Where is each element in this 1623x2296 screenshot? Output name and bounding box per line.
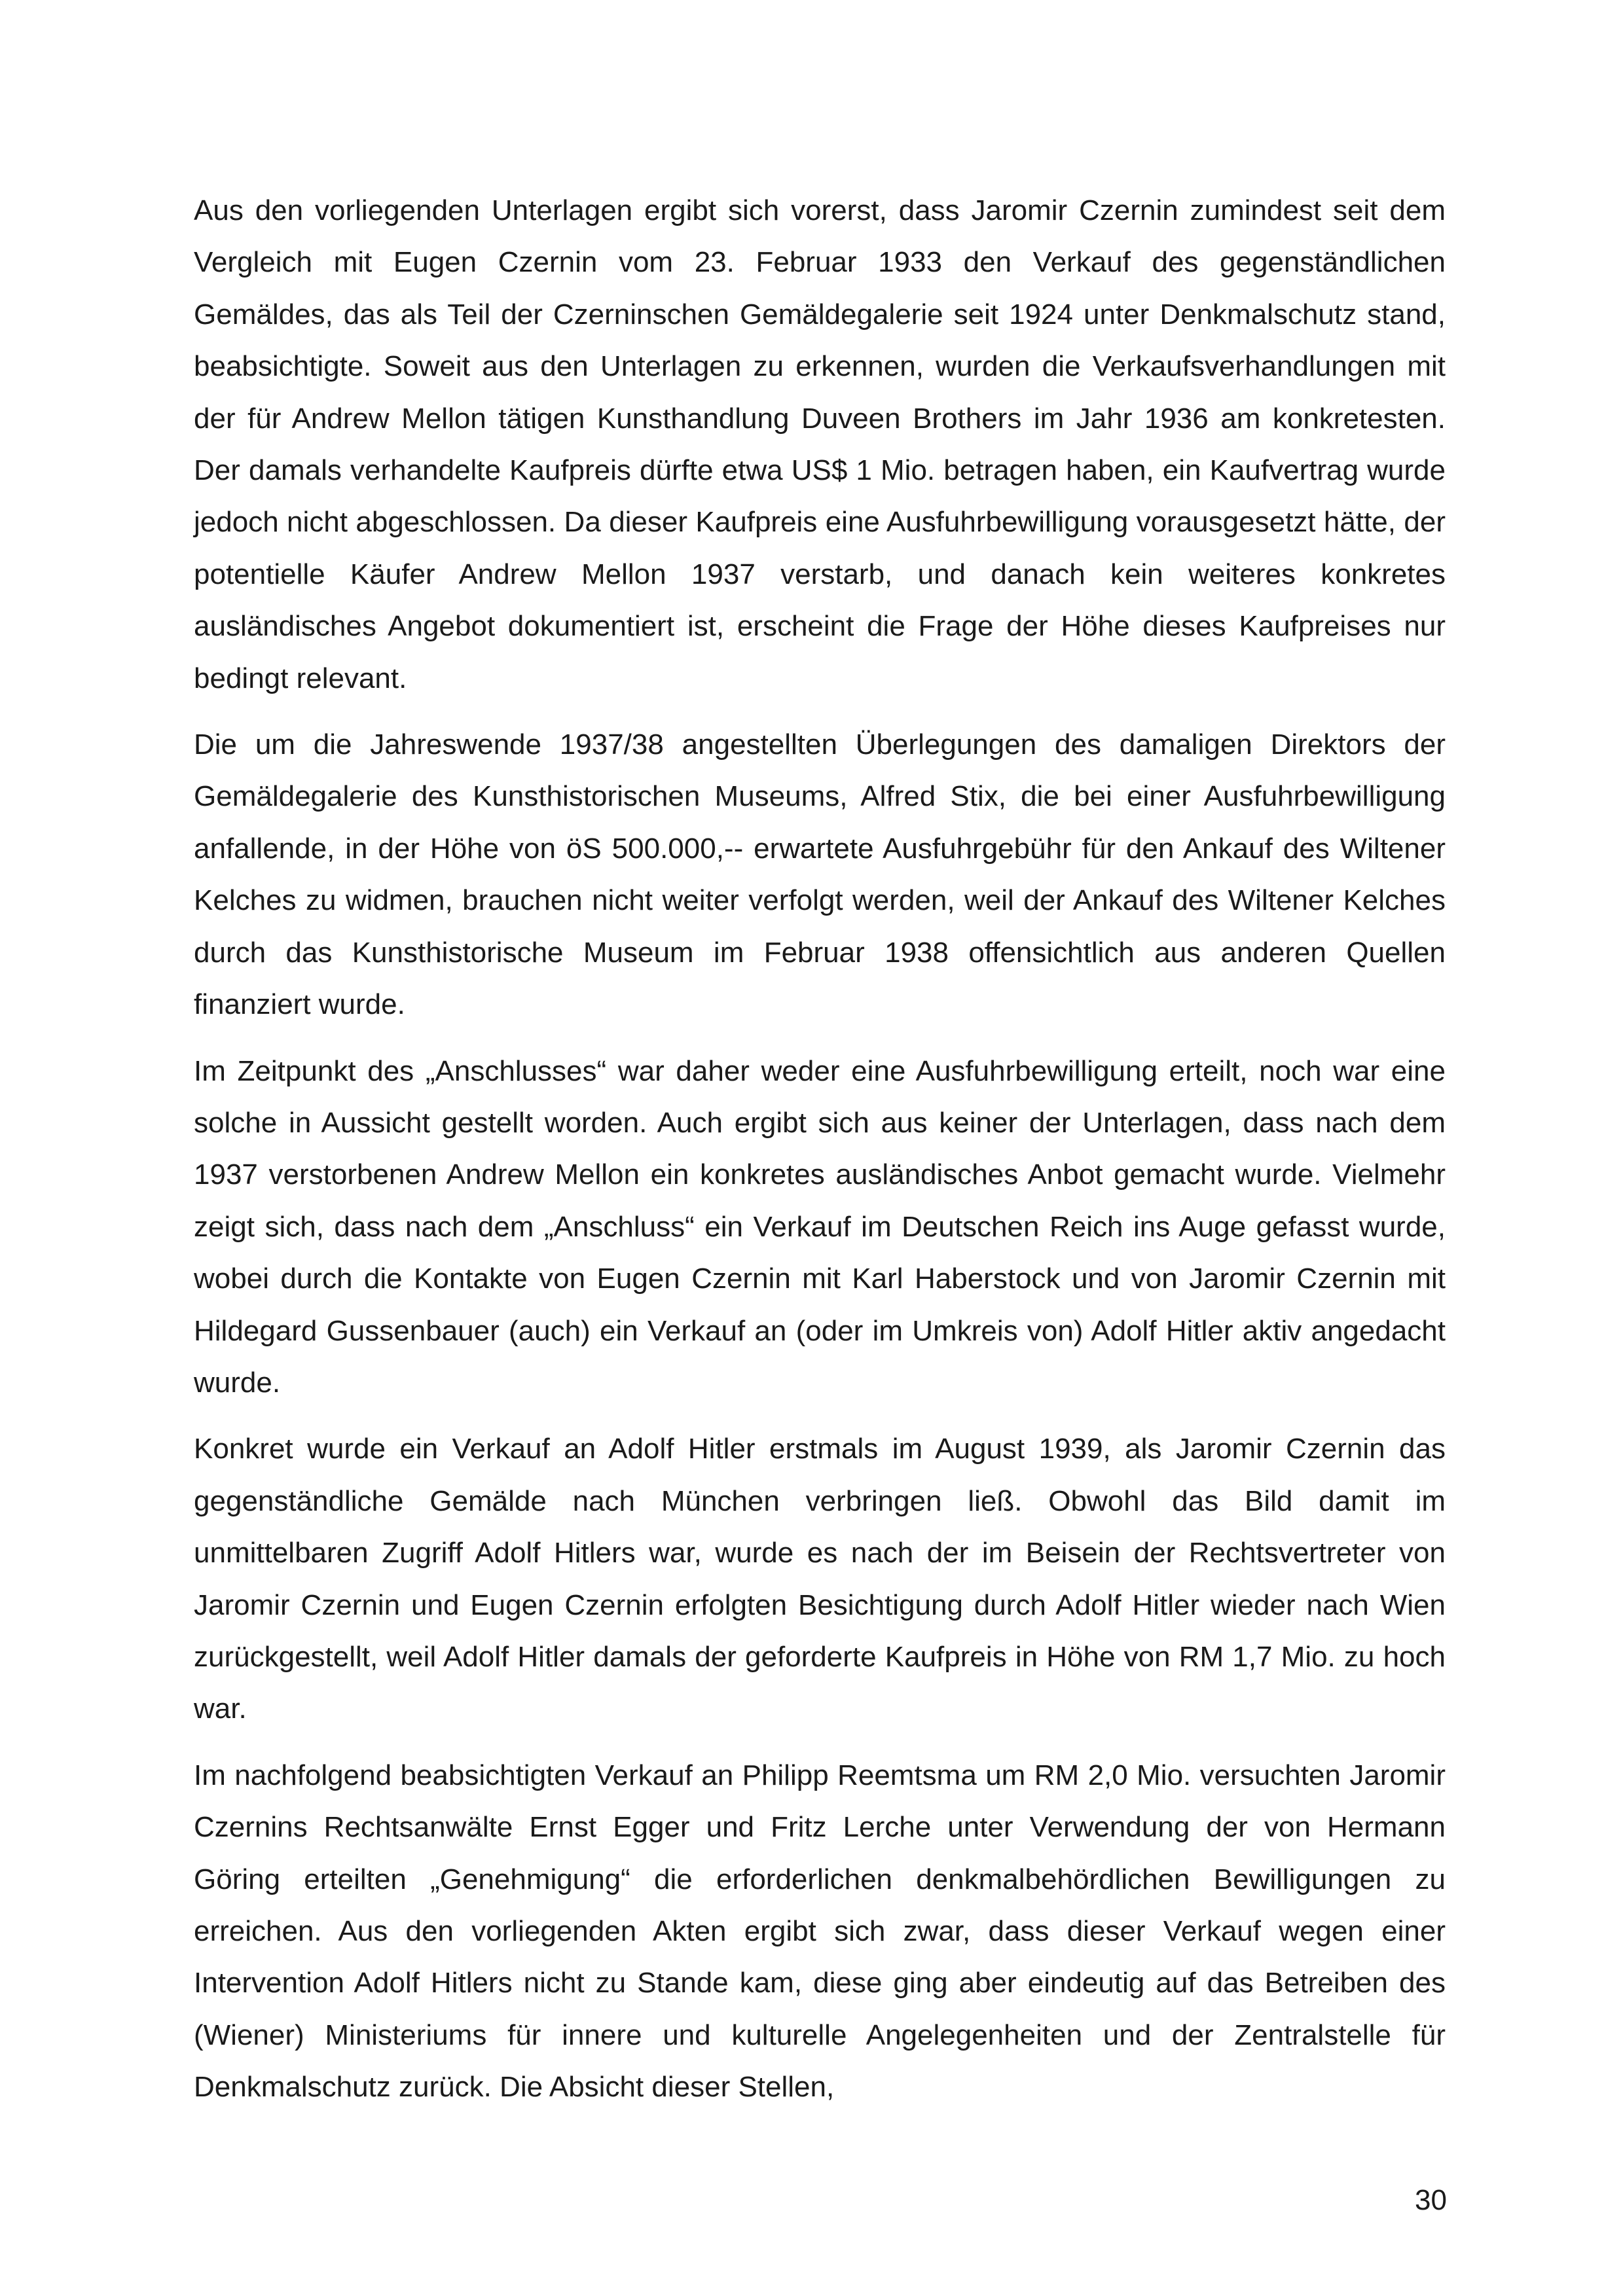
paragraph-3: Im Zeitpunkt des „Anschlusses“ war daher weder eine Ausfuhrbewilligung erteilt, noch war eine solche in Aussicht gestellt worden. Auch ergibt sich aus keiner der Unterlagen, dass nach dem 1937 verstorbenen Andrew Mellon ein konkretes ausländisches Anbot gemacht wurde. Vielmehr zeigt sich, dass nach dem „Anschluss“ ein Verkauf im Deutschen Reich ins Auge gefasst wurde, wobei durch die Kontakte von Eugen Czernin mit Karl Haberstock und von Jaromir Czernin mit Hildegard Gussenbauer (auch) ein Verkauf an (oder im Umkreis von) Adolf Hitler aktiv angedacht wurde. [194, 1054, 1446, 1399]
page-number: 30 [1415, 2184, 1447, 2216]
paragraph-2: Die um die Jahreswende 1937/38 angestellten Überlegungen des damaligen Direktors der Gemäldegalerie des Kunsthistorischen Museums, Alfred Stix, die bei einer Ausfuhrbewilligung anfallende, in der Höhe von öS 500.000,-- erwartete Ausfuhrgebühr für den Ankauf des Wiltener Kelches zu widmen, brauchen nicht weiter verfolgt werden, weil der Ankauf des Wiltener Kelches durch das Kunsthistorische Museum im Februar 1938 offensichtlich aus anderen Quellen finanziert wurde. [194, 728, 1446, 1021]
paragraph-1: Aus den vorliegenden Unterlagen ergibt sich vorerst, dass Jaromir Czernin zumindest seit dem Vergleich mit Eugen Czernin vom 23. Februar 1933 den Verkauf des gegenständlichen Gemäldes, das als Teil der Czerninschen Gemäldegalerie seit 1924 unter Denkmalschutz stand, beabsichtigte. Soweit aus den Unterlagen zu erkennen, wurden die Verkaufsverhandlungen mit der für Andrew Mellon tätigen Kunsthandlung Duveen Brothers im Jahr 1936 am konkretesten. Der damals verhandelte Kaufpreis dürfte etwa US$ 1 Mio. betragen haben, ein Kaufvertrag wurde jedoch nicht abgeschlossen. Da dieser Kaufpreis eine Ausfuhrbewilligung vorausgesetzt hätte, der potentielle Käufer Andrew Mellon 1937 verstarb, und danach kein weiteres konkretes ausländisches Angebot dokumentiert ist, erscheint die Frage der Höhe dieses Kaufpreises nur bedingt relevant. [194, 194, 1446, 694]
paragraph-5: Im nachfolgend beabsichtigten Verkauf an Philipp Reemtsma um RM 2,0 Mio. versuchten Jaromir Czernins Rechtsanwälte Ernst Egger und Fritz Lerche unter Verwendung der von Hermann Göring erteilten „Genehmigung“ die erforderlichen denkmalbehördlichen Bewilligungen zu erreichen. Aus den vorliegenden Akten ergibt sich zwar, dass dieser Verkauf wegen einer Intervention Adolf Hitlers nicht zu Stande kam, diese ging aber eindeutig auf das Betreiben des (Wiener) Ministeriums für innere und kulturelle Angelegenheiten und der Zentralstelle für Denkmalschutz zurück. Die Absicht dieser Stellen, [194, 1759, 1446, 2104]
paragraph-4: Konkret wurde ein Verkauf an Adolf Hitler erstmals im August 1939, als Jaromir Czernin das gegenständliche Gemälde nach München verbringen ließ. Obwohl das Bild damit im unmittelbaren Zugriff Adolf Hitlers war, wurde es nach der im Beisein der Rechtsvertreter von Jaromir Czernin und Eugen Czernin erfolgten Besichtigung durch Adolf Hitler wieder nach Wien zurückgestellt, weil Adolf Hitler damals der geforderte Kaufpreis in Höhe von RM 1,7 Mio. zu hoch war. [194, 1433, 1446, 1725]
body-text [194, 185, 1446, 2128]
